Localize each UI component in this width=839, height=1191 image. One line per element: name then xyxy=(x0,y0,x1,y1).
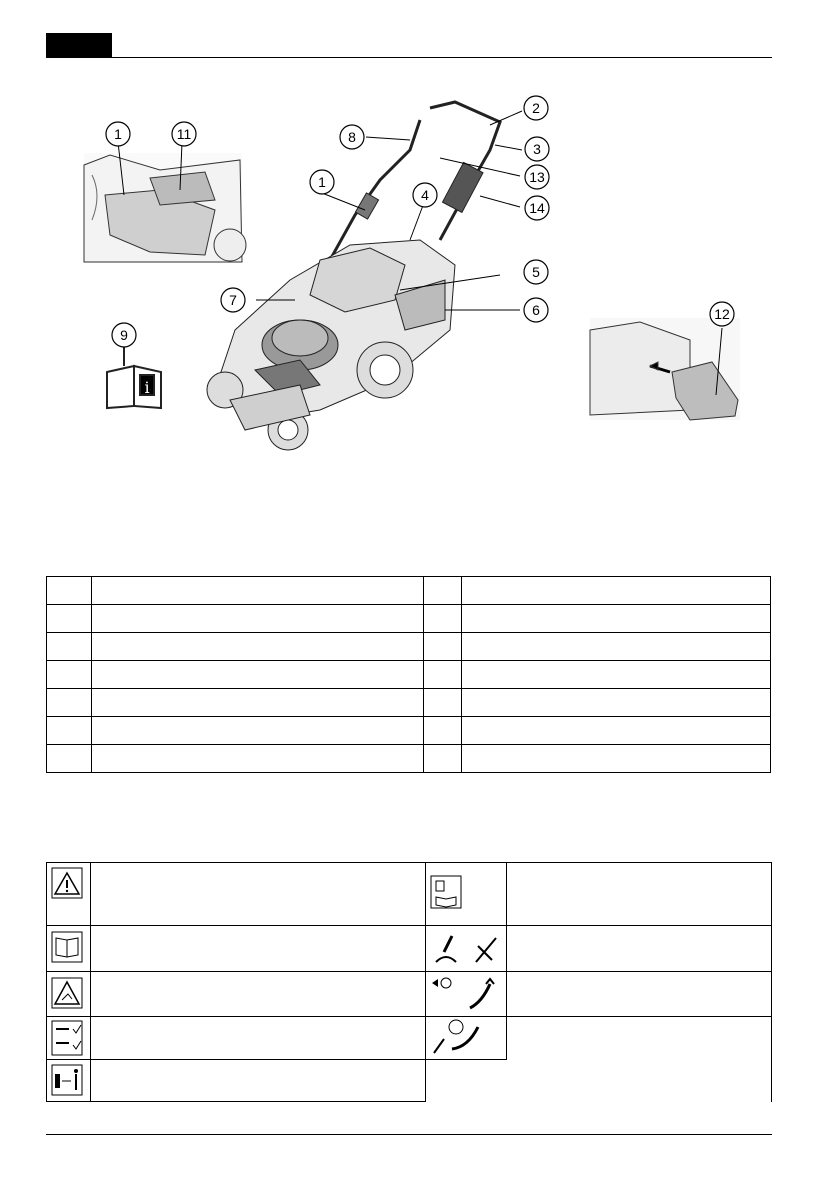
callout-label: 1 xyxy=(318,174,326,190)
callout-label: 8 xyxy=(348,129,356,145)
warning-triangle-icon xyxy=(46,862,91,926)
callout-label: 14 xyxy=(529,200,545,216)
table-row xyxy=(47,661,771,689)
table-row xyxy=(47,577,771,605)
ejected-objects-warning-icon xyxy=(46,971,91,1017)
symbol-text xyxy=(506,971,772,1017)
grass-box-inset xyxy=(84,142,246,263)
callout-label: 3 xyxy=(533,141,541,157)
blade-control-icon xyxy=(425,1016,507,1060)
svg-text:i: i xyxy=(144,378,150,397)
drive-forward-icon xyxy=(425,971,507,1017)
callout-label: 12 xyxy=(714,306,730,322)
symbol-text xyxy=(90,925,426,972)
table-row xyxy=(47,689,771,717)
brake-lever-icon xyxy=(425,925,507,972)
callout-label: 6 xyxy=(532,302,540,318)
read-manual-icon xyxy=(46,925,91,972)
callout-label: 5 xyxy=(532,264,540,280)
disconnect-before-maintenance-icon xyxy=(46,1016,91,1060)
table-row xyxy=(47,633,771,661)
symbol-text xyxy=(90,1059,426,1102)
symbol-text xyxy=(90,862,426,926)
callout-label: 2 xyxy=(532,100,540,116)
manual-icon-9 xyxy=(107,346,161,408)
callout-label: 1 xyxy=(114,126,122,142)
engine-manual-icon xyxy=(425,862,507,926)
mower-main xyxy=(207,102,522,450)
callout-label: 4 xyxy=(421,187,429,203)
table-row xyxy=(47,605,771,633)
callout-label: 11 xyxy=(176,126,192,142)
callout-label: 13 xyxy=(529,169,545,185)
mower-figure xyxy=(0,0,839,470)
symbol-text xyxy=(506,925,772,972)
symbol-text xyxy=(506,1016,772,1060)
callout-label: 9 xyxy=(120,327,128,343)
parts-table xyxy=(46,576,771,773)
table-border xyxy=(771,1016,772,1102)
symbols-table xyxy=(46,862,772,1102)
deflector-inset xyxy=(590,318,740,420)
symbol-text xyxy=(90,1016,426,1060)
table-row xyxy=(47,717,771,745)
table-row xyxy=(47,745,771,773)
keep-distance-icon xyxy=(46,1059,91,1102)
callout-label: 7 xyxy=(229,292,237,308)
symbol-text xyxy=(90,971,426,1017)
footer-rule xyxy=(46,1134,772,1135)
symbol-text xyxy=(506,862,772,926)
